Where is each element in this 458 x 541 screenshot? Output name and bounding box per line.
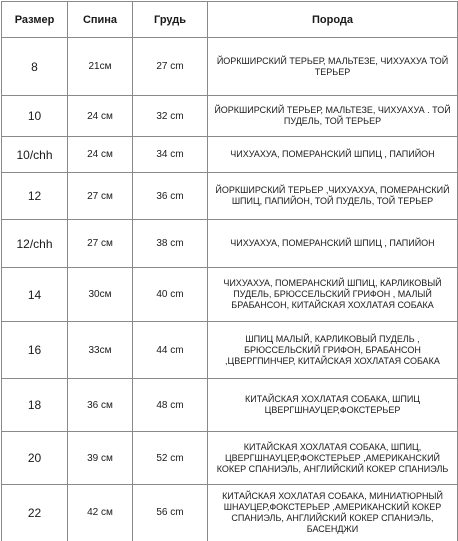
cell-back: 30см — [68, 268, 133, 322]
size-chart-table — [1, 1, 458, 541]
cell-chest: 34 cm — [133, 137, 208, 173]
table-row — [2, 432, 458, 485]
table-row — [2, 96, 458, 137]
table-row — [2, 173, 458, 220]
table-row — [2, 268, 458, 322]
cell-size: 22 — [2, 485, 68, 541]
cell-back: 24 см — [68, 137, 133, 173]
table-row — [2, 137, 458, 173]
cell-size: 12/chh — [2, 220, 68, 268]
cell-breed: ЧИХУАХУА, ПОМЕРАНСКИЙ ШПИЦ , ПАПИЙОН — [208, 137, 458, 173]
cell-breed: КИТАЙСКАЯ ХОХЛАТАЯ СОБАКА, ШПИЦ ЦВЕРГШНАУЦЕР,ФОКСТЕРЬЕР — [208, 379, 458, 432]
cell-chest: 36 cm — [133, 173, 208, 220]
cell-chest: 48 cm — [133, 379, 208, 432]
cell-breed: КИТАЙСКАЯ ХОХЛАТАЯ СОБАКА, ШПИЦ, ЦВЕРГШНАУЦЕР,ФОКСТЕРЬЕР ,АМЕРИКАНСКИЙ КОКЕР СПАНИЭЛЬ, АНГЛИЙСКИЙ КОКЕР СПАНИЭЛЬ — [208, 432, 458, 485]
cell-back: 27 см — [68, 173, 133, 220]
table-row — [2, 379, 458, 432]
header-breed: Порода — [208, 2, 458, 38]
cell-breed: ЙОРКШИРСКИЙ ТЕРЬЕР, МАЛЬТЕЗЕ, ЧИХУАХУА ТОЙ ТЕРЬЕР — [208, 38, 458, 96]
table-row — [2, 38, 458, 96]
cell-chest: 56 cm — [133, 485, 208, 541]
cell-chest: 44 cm — [133, 322, 208, 379]
cell-size: 14 — [2, 268, 68, 322]
cell-back: 36 см — [68, 379, 133, 432]
cell-breed: ЧИХУАХУА, ПОМЕРАНСКИЙ ШПИЦ , ПАПИЙОН — [208, 220, 458, 268]
cell-breed: КИТАЙСКАЯ ХОХЛАТАЯ СОБАКА, МИНИАТЮРНЫЙ ШНАУЦЕР,ФОКСТЕРЬЕР ,АМЕРИКАНСКИЙ КОКЕР СПАНИЭЛЬ, АНГЛИЙСКИЙ КОКЕР СПАНИЭЛЬ, БАСЕНДЖИ — [208, 485, 458, 541]
table-row — [2, 322, 458, 379]
cell-back: 27 см — [68, 220, 133, 268]
cell-size: 18 — [2, 379, 68, 432]
cell-chest: 38 cm — [133, 220, 208, 268]
cell-breed: ЧИХУАХУА, ПОМЕРАНСКИЙ ШПИЦ, КАРЛИКОВЫЙ ПУДЕЛЬ, БРЮССЕЛЬСКИЙ ГРИФОН , МАЛЫЙ БРАБАНСОН, КИТАЙСКАЯ ХОХЛАТАЯ СОБАКА — [208, 268, 458, 322]
header-back: Спина — [68, 2, 133, 38]
cell-chest: 27 cm — [133, 38, 208, 96]
cell-breed: ЙОРКШИРСКИЙ ТЕРЬЕР ,ЧИХУАХУА, ПОМЕРАНСКИЙ ШПИЦ, ПАПИЙОН, ТОЙ ПУДЕЛЬ, ТОЙ ТЕРЬЕР — [208, 173, 458, 220]
cell-size: 16 — [2, 322, 68, 379]
header-size: Размер — [2, 2, 68, 38]
header-chest: Грудь — [133, 2, 208, 38]
table-row — [2, 220, 458, 268]
table-row — [2, 485, 458, 541]
cell-breed: ШПИЦ МАЛЫЙ, КАРЛИКОВЫЙ ПУДЕЛЬ , БРЮССЕЛЬСКИЙ ГРИФОН, БРАБАНСОН ,ЦВЕРГПИНЧЕР, КИТАЙСКАЯ ХОХЛАТАЯ СОБАКА — [208, 322, 458, 379]
cell-back: 39 см — [68, 432, 133, 485]
cell-size: 10/chh — [2, 137, 68, 173]
cell-size: 12 — [2, 173, 68, 220]
cell-back: 42 см — [68, 485, 133, 541]
cell-size: 8 — [2, 38, 68, 96]
cell-back: 33см — [68, 322, 133, 379]
cell-breed: ЙОРКШИРСКИЙ ТЕРЬЕР, МАЛЬТЕЗЕ, ЧИХУАХУА . ТОЙ ПУДЕЛЬ, ТОЙ ТЕРЬЕР — [208, 96, 458, 137]
cell-size: 10 — [2, 96, 68, 137]
cell-size: 20 — [2, 432, 68, 485]
cell-chest: 40 cm — [133, 268, 208, 322]
cell-chest: 52 cm — [133, 432, 208, 485]
cell-back: 24 см — [68, 96, 133, 137]
cell-back: 21см — [68, 38, 133, 96]
table-header-row — [2, 2, 458, 38]
cell-chest: 32 cm — [133, 96, 208, 137]
